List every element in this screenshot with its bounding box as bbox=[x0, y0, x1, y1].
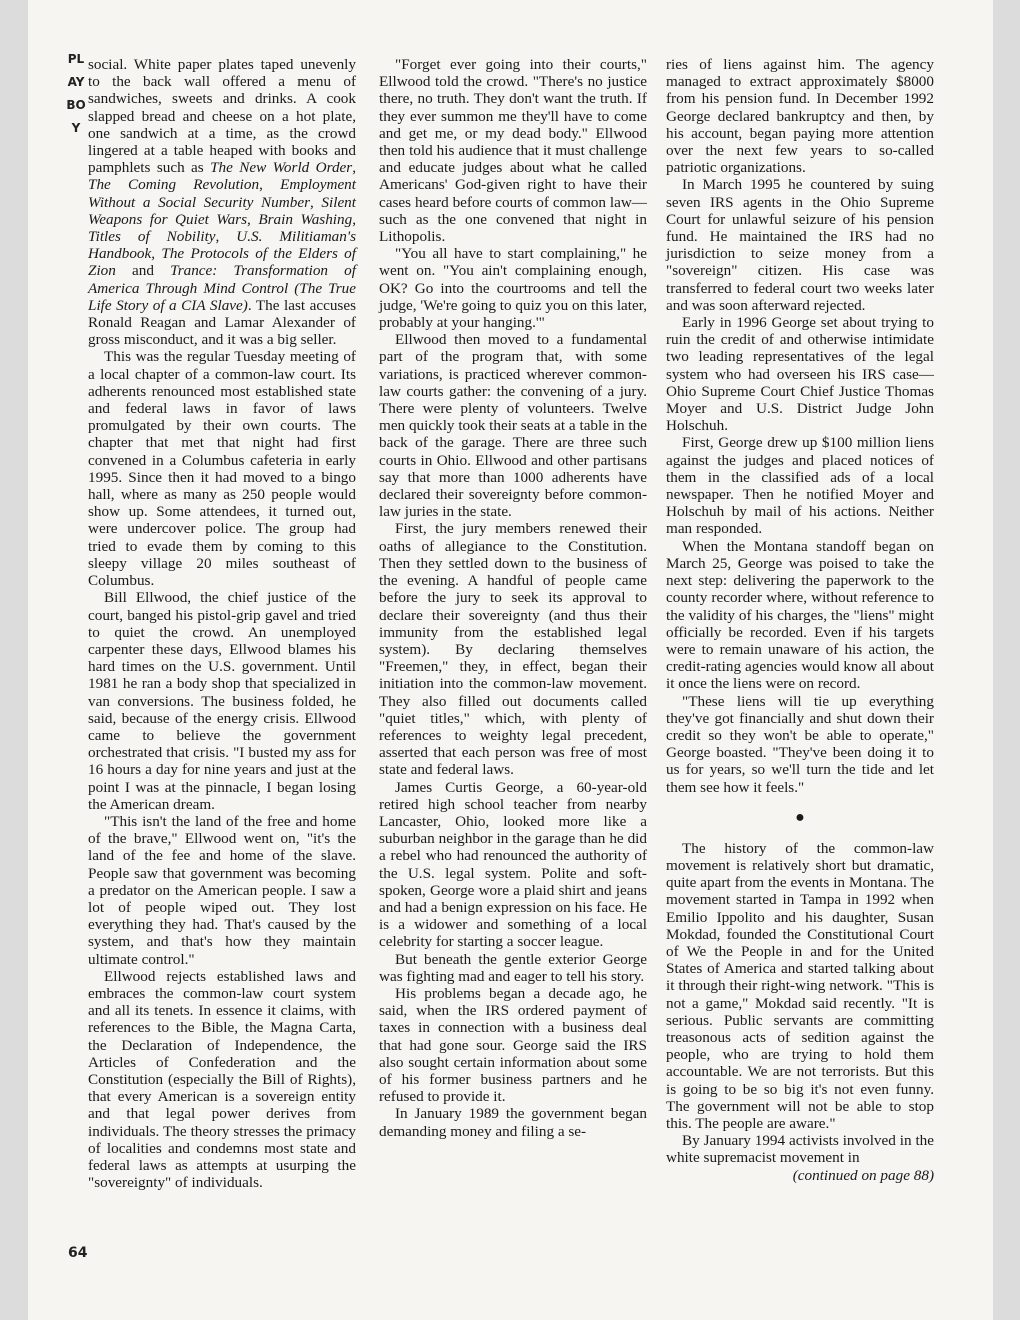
paragraph: His problems began a decade ago, he said, when the IRS ordered payment of taxes in connection with a business deal that had gone sour. George said the IRS also sought certain information about some of his former business partners and he refused to provide it. bbox=[379, 984, 647, 1106]
paragraph: First, George drew up $100 million liens against the judges and placed notices of them in the classified ads of a local newspaper. Then he notified Moyer and Holschuh by mail of his actions. Neither man responded. bbox=[666, 434, 934, 538]
paragraph: In January 1989 the government began demanding money and filing a se- bbox=[379, 1105, 647, 1140]
paragraph: social. White paper plates taped unevenly to the back wall offered a menu of sandwiches, sweets and drinks. A cook slapped bread and cheese on a hot plate, one sandwich at a time, as the crowd lingered at a table heaped with books and pamphlets such as The New World Order, The Coming Revolution, Employment Without a Social Security Number, Silent Weapons for Quiet Wars, Brain Washing, Titles of Nobility, U.S. Militiaman's Handbook, The Protocols of the Elders of Zion and Trance: Transformation of America Through Mind Control (The True Life Story of a CIA Slave). The last accuses Ronald Reagan and Lamar Alexander of gross misconduct, and it was a big seller. bbox=[88, 56, 357, 349]
paragraph: James Curtis George, a 60-year-old retired high school teacher from nearby Lancaster, Ohio, looked more like a suburban neighbor in the garage than he did a rebel who had renounced the authority of the U.S. legal system. Polite and soft-spoken, George wore a plaid shirt and jeans and had a benign expression on his face. He is a widower and something of a local celebrity for starting a soccer league. bbox=[379, 778, 647, 951]
column-2 bbox=[379, 56, 647, 1140]
paragraph: "You all have to start complaining," he went on. "You ain't complaining enough, OK? Go into the courtrooms and tell the judge, 'We're going to quiz you on this later, probably at your hanging.'" bbox=[379, 245, 647, 332]
paragraph: Bill Ellwood, the chief justice of the court, banged his pistol-grip gavel and tried to quiet the crowd. An unemployed carpenter these days, Ellwood blames his hard times on the U.S. government. Until 1981 he ran a body shop that specialized in van conversions. The business folded, he said, because of the energy crisis. Ellwood came to believe the government orchestrated that crisis. "I busted my ass for 16 hours a day for nine years and just at the point I was at the pinnacle, I began losing the American dream. bbox=[88, 589, 356, 813]
running-head: PLAYBOY bbox=[66, 52, 86, 135]
column-3 bbox=[666, 56, 934, 1184]
paragraph: By January 1994 activists involved in the white supremacist movement in bbox=[666, 1132, 934, 1167]
paragraph: "This isn't the land of the free and home of the brave," Ellwood went on, "it's the land of the fee and home of the slave. People saw that government was becoming a predator on the American people. I saw a lot of people wiped out. They lost everything they had. That's caused by the system, and that's how they maintain ultimate control." bbox=[88, 812, 356, 968]
paragraph: ries of liens against him. The agency managed to extract approximately $8000 from his pension fund. In December 1992 George declared bankruptcy and then, by his account, began paying more attention over the next few years to so-called patriotic organizations. bbox=[666, 56, 934, 177]
column-1 bbox=[88, 56, 356, 1191]
paragraph: The history of the common-law movement is relatively short but dramatic, quite apart from the events in Montana. The movement started in Tampa in 1992 when Emilio Ippolito and his daughter, Susan Mokdad, founded the Constitutional Court of We the People in and for the United States of America and started talking about it through their right-wing network. "This is not a game," Mokdad said recently. "It is serious. Public servants are committing treasonous acts of sedition against the people, who are trying to hold them accountable. We are not terrorists. But this is going to be so big it's not even funny. The government will not be able to stop this. The people are aware." bbox=[666, 839, 934, 1132]
continued-note: (continued on page 88) bbox=[792, 1166, 934, 1184]
paragraph: Ellwood then moved to a fundamental part of the program that, with some variations, is practiced wherever common-law courts gather: the convening of a jury. There were plenty of volunteers. Twelve men quickly took their seats at a table in the back of the garage. There are three such courts in Ohio. Ellwood and other partisans say that more than 1000 adherents have declared their sovereignty before common-law juries in the state. bbox=[379, 331, 647, 521]
section-break-bullet: ● bbox=[795, 808, 805, 826]
paragraph: First, the jury members renewed their oaths of allegiance to the Constitution. Then they settled down to the business of the evening. A handful of people came before the jury to seek its approval to declare their sovereignty (and thus their immunity from the established legal system). By declaring themselves "Freemen," they, in effect, began their initiation into the common-law movement. They also filled out documents called "quiet titles," which, with plenty of references to weighty legal precedent, asserted that each person was free of most state and federal laws. bbox=[379, 520, 647, 779]
paragraph: "Forget ever going into their courts," Ellwood told the crowd. "There's no justice there, no truth. They don't want the truth. If they ever summon me they'll have to come and get me, or my dead body." Ellwood then told his audience that it must challenge and educate judges about what he called Americans' God-given right to have their cases heard before courts of common law—such as the one convened that night in Lithopolis. bbox=[379, 56, 647, 246]
paragraph: When the Montana standoff began on March 25, George was poised to take the next step: delivering the paperwork to the county recorder where, without reference to the validity of his charges, the "liens" might officially be recorded. Even if his targets were to remain unaware of his action, the credit-rating agencies would know all about it once the liens were on record. bbox=[666, 537, 934, 693]
paragraph: "These liens will tie up everything they've got financially and shut down their credit so they won't be able to operate," George boasted. "They've been doing it to us for years, so we'll turn the tide and let them see how it feels." bbox=[666, 692, 934, 796]
paragraph: But beneath the gentle exterior George was fighting mad and eager to tell his story. bbox=[379, 950, 647, 985]
paragraph: In March 1995 he countered by suing seven IRS agents in the Ohio Supreme Court for unlawful seizure of his pension fund. He maintained the IRS had no jurisdiction to seize money from a "sovereign" citizen. His case was transferred to federal court two weeks later and was soon afterward rejected. bbox=[666, 176, 934, 314]
paragraph: This was the regular Tuesday meeting of a local chapter of a common-law court. Its adherents renounced most established state and federal laws in favor of laws promulgated by their own courts. The chapter that met that night had first convened in a Columbus cafeteria in early 1995. Since then it had moved to a bingo hall, where as many as 250 people would show up. Some attendees, it turned out, were undercover police. The group had tried to evade them by coming to this sleepy village 20 miles southeast of Columbus. bbox=[88, 348, 356, 590]
paragraph: Ellwood rejects established laws and embraces the common-law court system and all its tenets. In essence it claims, with references to the Bible, the Magna Carta, the Declaration of Independence, the Articles of Confederation and the Constitution (especially the Bill of Rights), that every American is a sovereign entity and that legal power derives from individuals. The theory stresses the primacy of localities and condemns most state and federal laws as attempts at usurping the "sovereignty" of individuals. bbox=[88, 967, 356, 1192]
paragraph: Early in 1996 George set about trying to ruin the credit of and otherwise intimidate two leading representatives of the legal system who had overseen his IRS case—Ohio Supreme Court Chief Justice Thomas Moyer and U.S. District Judge John Holschuh. bbox=[666, 314, 934, 435]
page-number: 64 bbox=[68, 1245, 88, 1261]
